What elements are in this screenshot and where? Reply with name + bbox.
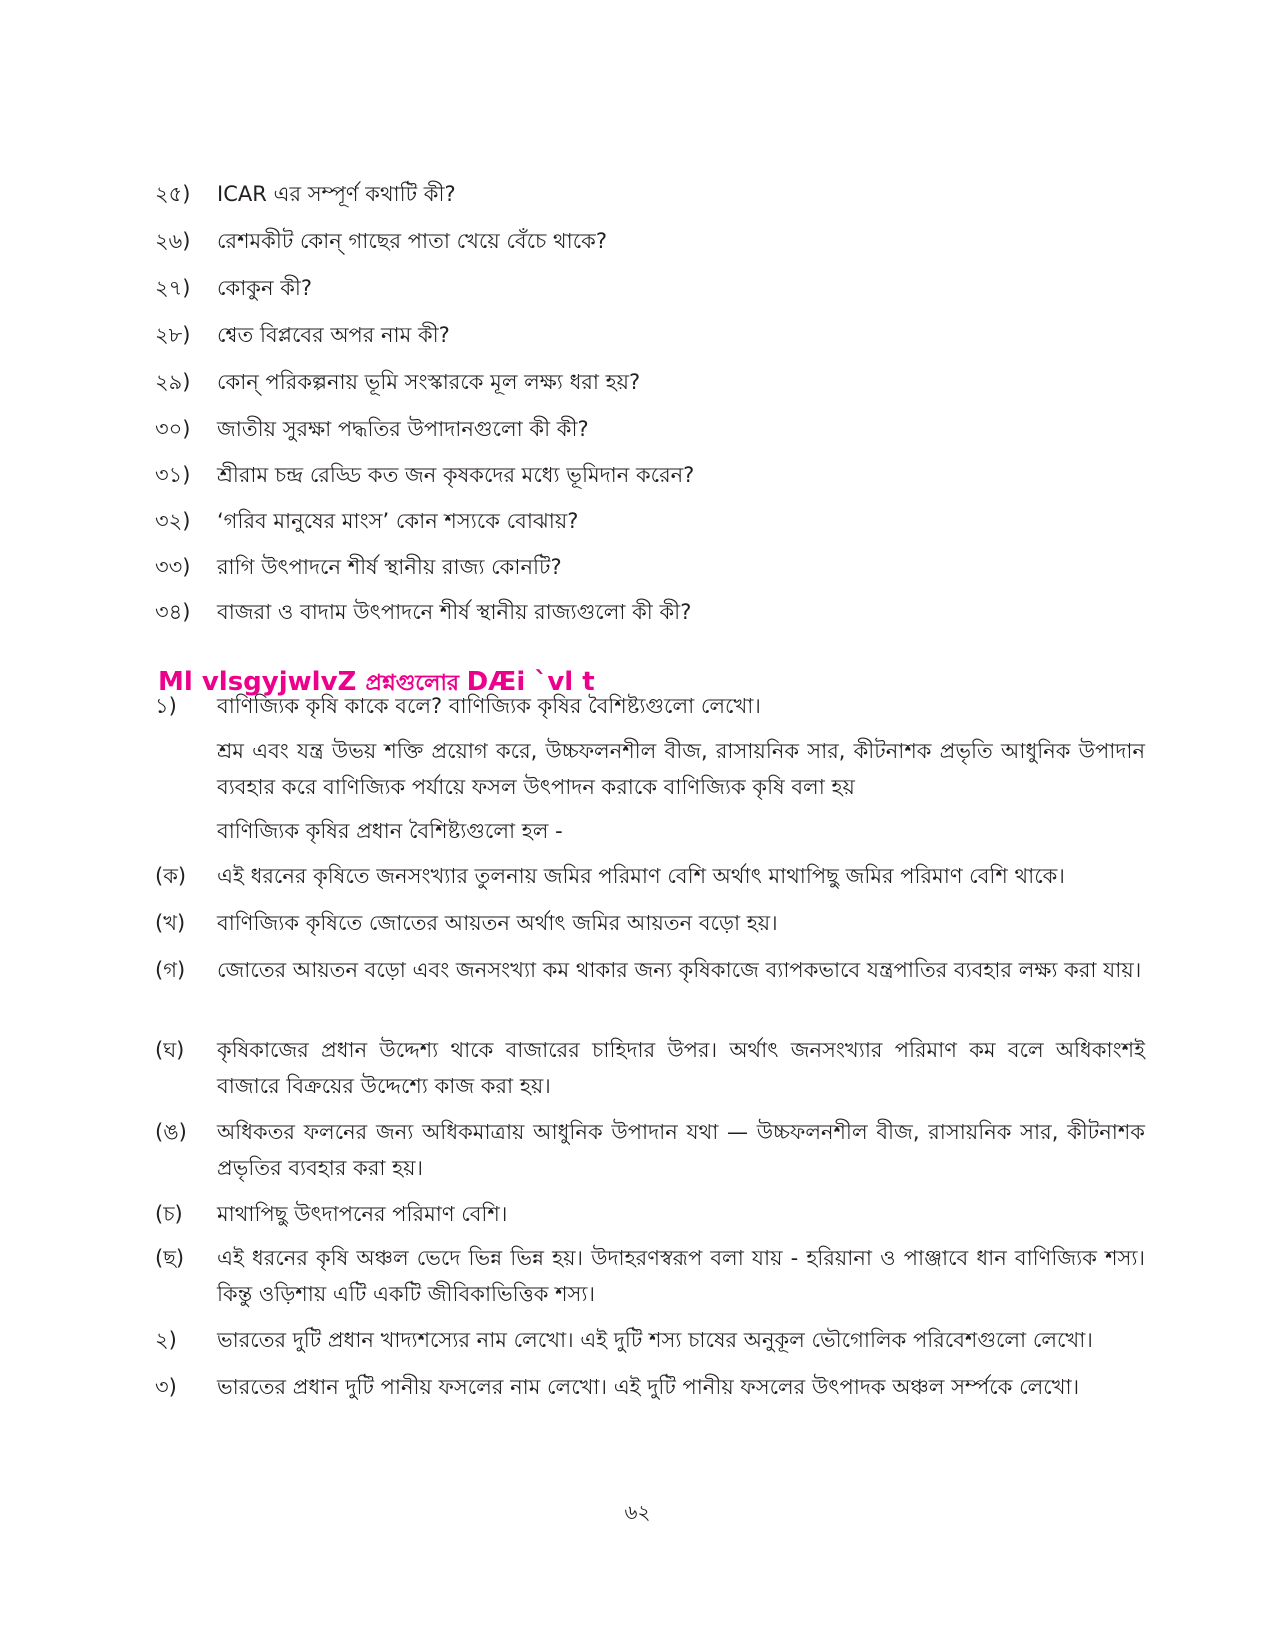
question-29 (155, 364, 1145, 400)
answer-number: ৩) (155, 1375, 177, 1399)
feature-nga (155, 1114, 1145, 1186)
heading-part-1: Ml vlsgyjwlvZ (158, 667, 366, 697)
feature-number: (চ) (155, 1202, 183, 1226)
question-text: শ্বেত বিপ্লবের অপর নাম কী? (217, 323, 450, 347)
question-number: ৩৩) (155, 555, 191, 579)
feature-text: বাণিজ্যিক কৃষিতে জোতের আয়তন অর্থাৎ জমির আয়তন বড়ো হয়। (217, 911, 778, 935)
feature-cha (155, 1196, 1145, 1232)
question-text: ‘গরিব মানুষের মাংস’ কোন শস্যকে বোঝায়? (217, 509, 579, 533)
feature-kha (155, 905, 1145, 941)
answer-3-question (155, 1369, 1145, 1405)
question-number: ২৮) (155, 323, 191, 347)
question-30 (155, 411, 1145, 447)
question-number: ৩২) (155, 509, 191, 533)
question-34 (155, 594, 1145, 630)
question-text: বাজরা ও বাদাম উৎপাদনে শীর্ষ স্থানীয় রাজ্যগুলো কী কী? (217, 600, 692, 624)
question-27 (155, 270, 1145, 306)
feature-ga (155, 952, 1145, 988)
feature-ka (155, 858, 1145, 894)
page-number: ৬২ (624, 1500, 651, 1524)
question-text: জাতীয় সুরক্ষা পদ্ধতির উপাদানগুলো কী কী? (217, 417, 589, 441)
answer-1-definition: শ্রম এবং যন্ত্র উভয় শক্তি প্রয়োগ করে, উচ্চফলনশীল বীজ, রাসায়নিক সার, কীটনাশক প্রভৃতি আধুনিক উপাদান ব্যবহার করে বাণিজ্যিক পর্যায়ে ফসল উৎপাদন করাকে বাণিজ্যিক কৃষি বলা হয় (217, 739, 1145, 799)
feature-chha (155, 1240, 1145, 1312)
question-text: কোন্ পরিকল্পনায় ভূমি সংস্কারকে মূল লক্ষ্য ধরা হয়? (217, 370, 641, 394)
feature-gha (155, 1032, 1145, 1104)
answer-1-intro: বাণিজ্যিক কৃষির প্রধান বৈশিষ্ট্যগুলো হল - (217, 819, 563, 843)
feature-number: (ছ) (155, 1246, 185, 1270)
answer-question-text: ভারতের প্রধান দুটি পানীয় ফসলের নাম লেখো। এই দুটি পানীয় ফসলের উৎপাদক অঞ্চল সর্ম্পকে লেখো। (217, 1375, 1080, 1399)
feature-number: (গ) (155, 958, 186, 982)
answer-number: ২) (155, 1328, 177, 1352)
question-33 (155, 549, 1145, 585)
heading-part-2: প্রশ্নগুলোর (365, 671, 467, 696)
question-text: কোকুন কী? (217, 276, 313, 300)
question-number: ২৭) (155, 276, 191, 300)
question-text: শ্রীরাম চন্দ্র রেড্ডি কত জন কৃষকদের মধ্যে ভূমিদান করেন? (217, 463, 695, 487)
question-number: ২৬) (155, 229, 191, 253)
feature-text: এই ধরনের কৃষিতে জনসংখ্যার তুলনায় জমির পরিমাণ বেশি অর্থাৎ মাথাপিছু জমির পরিমাণ বেশি থাকে। (217, 864, 1065, 888)
feature-text: এই ধরনের কৃষি অঞ্চল ভেদে ভিন্ন ভিন্ন হয়। উদাহরণস্বরূপ বলা যায় - হরিয়ানা ও পাঞ্জাবে ধান বাণিজ্যিক শস্য। কিন্তু ওড়িশায় এটি একটি জীবিকাভিত্তিক শস্য। (217, 1246, 1145, 1306)
feature-text: মাথাপিছু উৎদাপনের পরিমাণ বেশি। (217, 1202, 508, 1226)
answer-2-question (155, 1322, 1145, 1358)
feature-number: (ঙ) (155, 1120, 187, 1144)
question-28 (155, 317, 1145, 353)
answer-1-question (155, 688, 1145, 724)
answer-question-text: বাণিজ্যিক কৃষি কাকে বলে? বাণিজ্যিক কৃষির বৈশিষ্ট্যগুলো লেখো। (217, 694, 761, 718)
question-text: ICAR এর সম্পূর্ণ কথাটি কী? (217, 182, 456, 206)
question-number: ২৫) (155, 182, 191, 206)
question-number: ২৯) (155, 370, 191, 394)
question-number: ৩০) (155, 417, 191, 441)
feature-text: জোতের আয়তন বড়ো এবং জনসংখ্যা কম থাকার জন্য কৃষিকাজে ব্যাপকভাবে যন্ত্রপাতির ব্যবহার লক্ষ্য করা যায়। (217, 958, 1142, 982)
question-text: রাগি উৎপাদনে শীর্ষ স্থানীয় রাজ্য কোনটি? (217, 555, 562, 579)
answer-question-text: ভারতের দুটি প্রধান খাদ্যশস্যের নাম লেখো। এই দুটি শস্য চাষের অনুকূল ভৌগোলিক পরিবেশগুলো লেখো। (217, 1328, 1093, 1352)
answer-number: ১) (155, 694, 177, 718)
question-number: ৩১) (155, 463, 191, 487)
feature-text: অধিকতর ফলনের জন্য অধিকমাত্রায় আধুনিক উপাদান যথা — উচ্চফলনশীল বীজ, রাসায়নিক সার, কীটনাশক প্রভৃতির ব্যবহার করা হয়। (217, 1120, 1145, 1180)
question-32 (155, 503, 1145, 539)
heading-part-3: DÆi `vl t (466, 667, 595, 697)
question-26 (155, 223, 1145, 259)
feature-text: কৃষিকাজের প্রধান উদ্দেশ্য থাকে বাজারের চাহিদার উপর। অর্থাৎ জনসংখ্যার পরিমাণ কম বলে অধিকাংশই বাজারে বিক্রয়ের উদ্দেশ্যে কাজ করা হয়। (217, 1038, 1145, 1098)
feature-number: (ঘ) (155, 1038, 185, 1062)
question-text: রেশমকীট কোন্ গাছের পাতা খেয়ে বেঁচে থাকে? (217, 229, 608, 253)
feature-number: (খ) (155, 911, 186, 935)
feature-number: (ক) (155, 864, 187, 888)
question-25 (155, 176, 1145, 212)
question-31 (155, 457, 1145, 493)
question-number: ৩৪) (155, 600, 191, 624)
